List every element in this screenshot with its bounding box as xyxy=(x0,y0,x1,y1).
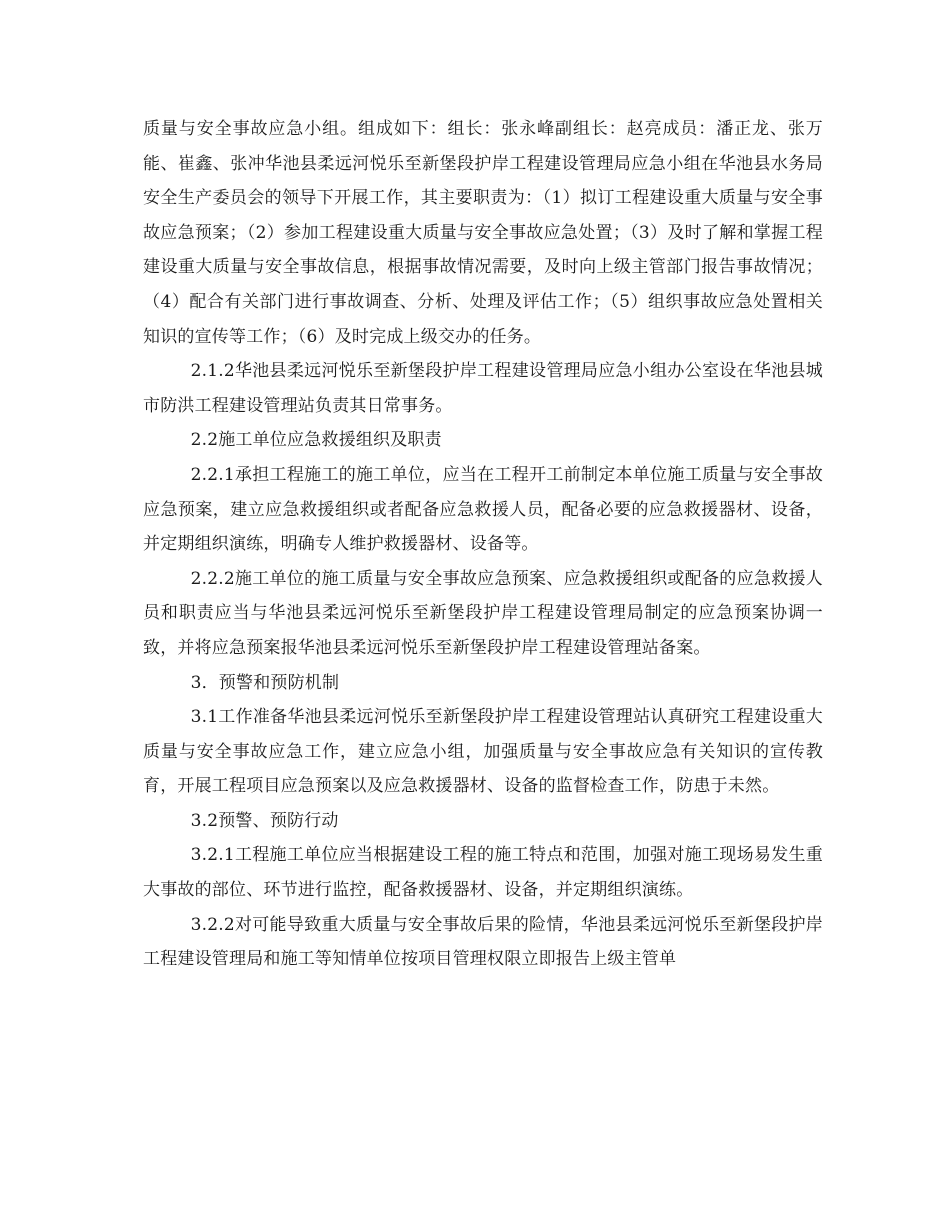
paragraph-2-1-2: 2.1.2华池县柔远河悦乐至新堡段护岸工程建设管理局应急小组办公室设在华池县城市防洪工程建设管理站负责其日常事务。 xyxy=(143,361,823,416)
paragraph-2-2-1: 2.2.1承担工程施工的施工单位，应当在工程开工前制定本单位施工质量与安全事故应急预案，建立应急救援组织或者配备应急救援人员，配备必要的应急救援器材、设备，并定期组织演练，明确专人维护救援器材、设备等。 xyxy=(143,464,823,555)
paragraph-2-2-2: 2.2.2施工单位的施工质量与安全事故应急预案、应急救援组织或配备的应急救援人员和职责应当与华池县柔远河悦乐至新堡段护岸工程建设管理局制定的应急预案协调一致，并将应急预案报华池县柔远河悦乐至新堡段护岸工程建设管理站备案。 xyxy=(143,568,823,658)
heading-3-2: 3.2预警、预防行动 xyxy=(190,810,339,831)
heading-2-2: 2.2施工单位应急救援组织及职责 xyxy=(190,430,442,451)
paragraph-3-2-1: 3.2.1工程施工单位应当根据建设工程的施工特点和范围，加强对施工现场易发生重大事故的部位、环节进行监控，配备救援器材、设备，并定期组织演练。 xyxy=(143,845,823,901)
paragraph-3-1: 3.1工作准备华池县柔远河悦乐至新堡段护岸工程建设管理站认真研究工程建设重大质量与安全事故应急工作，建立应急小组，加强质量与安全事故应急有关知识的宣传教育，开展工程项目应急预案以及应急救援器材、设备的监督检查工作，防患于未然。 xyxy=(143,707,823,797)
paragraph-3-2-2: 3.2.2对可能导致重大质量与安全事故后果的险情，华池县柔远河悦乐至新堡段护岸工程建设管理局和施工等知情单位按项目管理权限立即报告上级主管单 xyxy=(143,914,823,970)
heading-3: 3．预警和预防机制 xyxy=(190,672,340,693)
document-body xyxy=(143,112,823,977)
paragraph-emergency-team: 质量与安全事故应急小组。组成如下：组长：张永峰副组长：赵亮成员：潘正龙、张万能、崔鑫、张冲华池县柔远河悦乐至新堡段护岸工程建设管理局应急小组在华池县水务局安全生产委员会的领导下开展工作，其主要职责为：（1）拟订工程建设重大质量与安全事故应急预案；（2）参加工程建设重大质量与安全事故应急处置；（3）及时了解和掌握工程建设重大质量与安全事故信息，根据事故情况需要，及时向上级主管部门报告事故情况；（4）配合有关部门进行事故调查、分析、处理及评估工作；（5）组织事故应急处置相关知识的宣传等工作；（6）及时完成上级交办的任务。 xyxy=(143,119,823,347)
